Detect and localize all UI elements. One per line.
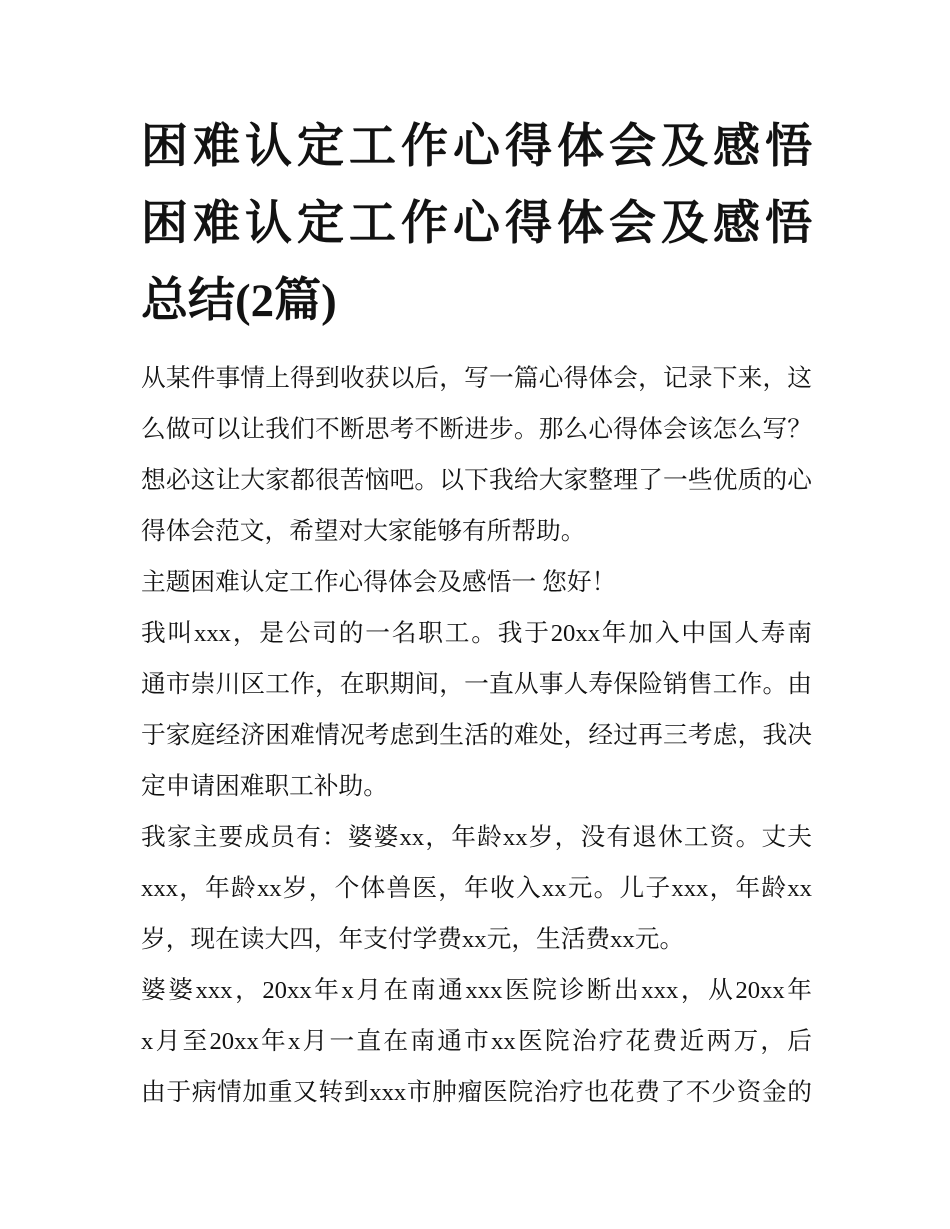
text-line: x月至20xx年x月一直在南通市xx医院治疗花费近两万，后 (141, 1028, 812, 1055)
text-line: xxx，年龄xx岁，个体兽医，年收入xx元。儿子xxx，年龄xx (141, 875, 812, 902)
text-line: 岁，现在读大四，年支付学费xx元，生活费xx元。 (141, 926, 685, 953)
title-line: 困难认定工作心得体会及感悟 (141, 121, 812, 173)
text-line: 得体会范文，希望对大家能够有所帮助。 (141, 518, 586, 545)
text-line: 我叫xxx，是公司的一名职工。我于20xx年加入中国人寿南 (141, 620, 812, 647)
text-line: 定申请困难职工补助。 (141, 773, 388, 800)
title-line: 困难认定工作心得体会及感悟 (141, 198, 812, 250)
text-line: 通市崇川区工作，在职期间，一直从事人寿保险销售工作。由 (141, 671, 812, 698)
text-line: 由于病情加重又转到xxx市肿瘤医院治疗也花费了不少资金的 (141, 1079, 812, 1106)
document-title (141, 109, 812, 340)
document-body (141, 353, 812, 1118)
text-line: 我家主要成员有：婆婆xx，年龄xx岁，没有退休工资。丈夫 (141, 824, 812, 851)
text-line: 么做可以让我们不断思考不断进步。那么心得体会该怎么写？ (141, 416, 812, 443)
text-line: 主题困难认定工作心得体会及感悟一 您好！ (141, 569, 617, 596)
document-content (141, 109, 812, 1118)
text-line: 于家庭经济困难情况考虑到生活的难处，经过再三考虑，我决 (141, 722, 812, 749)
title-line: 总结(2篇) (141, 275, 337, 327)
text-line: 想必这让大家都很苦恼吧。以下我给大家整理了一些优质的心 (141, 467, 812, 494)
text-line: 从某件事情上得到收获以后，写一篇心得体会，记录下来，这 (141, 365, 812, 392)
text-line: 婆婆xxx，20xx年x月在南通xxx医院诊断出xxx，从20xx年 (141, 977, 812, 1004)
